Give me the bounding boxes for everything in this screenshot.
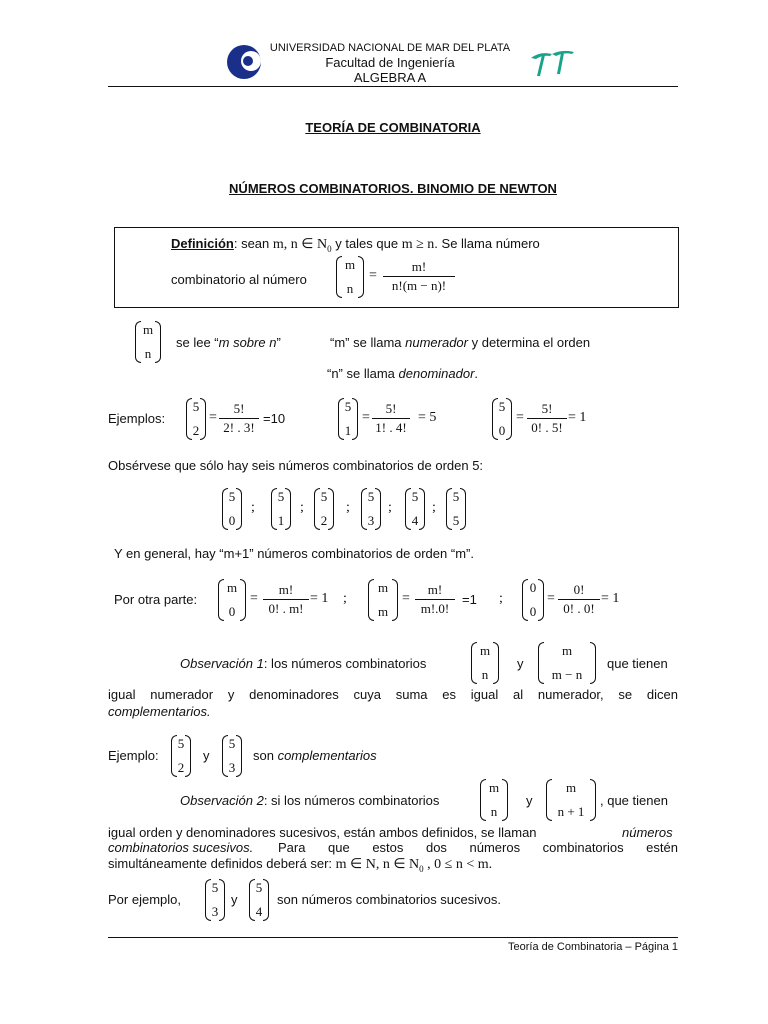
otra-2-fraction: $\frac{m!}{m!.0!}$ [415, 582, 455, 617]
example-2-result: = 5 [418, 410, 437, 425]
obs1-label: Observación 1 [180, 656, 264, 671]
ej2-binomial-2: 5 3 [222, 735, 242, 777]
main-title: TEORÍA DE COMBINATORIA [305, 120, 481, 135]
example-2-fraction: $\frac{5!}{1! . 4!}$ [372, 401, 410, 436]
obs2-end: , que tienen [600, 793, 668, 808]
six-sep-3: ; [346, 500, 350, 515]
otra-sep-2: ; [499, 591, 503, 606]
otra-3-equals: = [547, 591, 555, 606]
definition-math1-sub: 0 [327, 243, 332, 254]
m-sobre-n: m sobre n [218, 335, 277, 350]
obs1-line3: complementarios. [108, 704, 211, 719]
definition-equals: = [369, 268, 377, 283]
definition-fraction: $\frac{m!}{n!(m - n)!}$ [383, 259, 455, 294]
obs2-binomial-2: m n + 1 [546, 779, 596, 821]
otra-1-result: = 1 [310, 591, 329, 606]
definition-line1 [171, 236, 540, 254]
example-1-binomial: 5 2 [186, 398, 206, 440]
example-1-equals: = [209, 410, 217, 425]
obs1-line2: igual numerador y denominadores cuya suma es igual al numerador, se dicen [108, 687, 678, 702]
examples-label: Ejemplos: [108, 411, 166, 426]
six-sep-1: ; [251, 500, 255, 515]
otra-3-result: = 1 [601, 591, 620, 606]
faculty-name: Facultad de Ingeniería [325, 55, 455, 70]
otra-3-binomial: 0 0 [522, 579, 544, 621]
porejemplo-binomial-2: 5 4 [249, 879, 269, 921]
definition-text1: : sean [233, 236, 270, 251]
definition-math1: m, n ∈ N [272, 237, 328, 252]
example-3-result: = 1 [568, 410, 587, 425]
otra-3-fraction: $\frac{0!}{0! . 0!}$ [558, 582, 600, 617]
general-text: Y en general, hay “m+1” números combinatorios de orden “m”. [114, 546, 474, 561]
numerador-text: “m” se llama numerador y determina el orden [330, 335, 591, 350]
otra-2-result: =1 [462, 592, 477, 607]
otra-1-equals: = [250, 591, 258, 606]
ej2-text: son complementarios [253, 748, 377, 763]
course-name: ALGEBRA A [353, 70, 427, 85]
definition-label: Definición [171, 236, 234, 251]
example-1-result: =10 [263, 411, 286, 426]
definition-binomial: m n [336, 256, 364, 298]
definition-text3: . Se llama número [434, 236, 540, 251]
porejemplo-binomial-1: 5 3 [205, 879, 225, 921]
definition-math2: m ≥ n [401, 237, 435, 252]
otra-1-fraction: $\frac{m!}{0! . m!}$ [263, 582, 309, 617]
example-3-fraction: $\frac{5!}{0! . 5!}$ [527, 401, 567, 436]
obs1-binomial-1: m n [471, 642, 499, 684]
porejemplo-text: son números combinatorios sucesivos. [277, 892, 501, 907]
section-title: NÚMEROS COMBINATORIOS. BINOMIO DE NEWTON [229, 181, 557, 196]
six-binomial-3: 5 2 [314, 488, 334, 530]
obs2-text: Observación 2: si los números combinatorios [180, 793, 440, 808]
obs2-binomial-1: m n [480, 779, 508, 821]
otra-sep-1: ; [343, 591, 347, 606]
six-binomial-2: 5 1 [271, 488, 291, 530]
example-1-fraction: $\frac{5!}{2! . 3!}$ [219, 401, 259, 436]
otra-2-binomial: m m [368, 579, 398, 621]
obs2-line3a: combinatorios sucesivos. [108, 840, 254, 855]
six-binomial-4: 5 3 [361, 488, 381, 530]
obs1-end: que tienen [607, 656, 668, 671]
six-sep-5: ; [432, 500, 436, 515]
reads-binomial: m n [135, 321, 161, 363]
example-2-binomial: 5 1 [338, 398, 358, 440]
obs2-line2a: igual orden y denominadores sucesivos, están ambos definidos, se llaman [108, 825, 537, 840]
footer-text: Teoría de Combinatoria – Página 1 [508, 941, 678, 953]
otra-1-binomial: m 0 [218, 579, 246, 621]
obs2-y: y [526, 793, 533, 808]
porejemplo-label: Por ejemplo, [108, 892, 181, 907]
ej2-binomial-1: 5 2 [171, 735, 191, 777]
footer-rule [108, 937, 678, 938]
obs2-line2b: números [622, 825, 673, 840]
example-3-binomial: 5 0 [492, 398, 512, 440]
obs2-line4: simultáneamente definidos deberá ser: m ∈ N, n ∈ $N_0$ , 0 ≤ n < m. [108, 856, 493, 874]
denominador-text: “n” se llama denominador. [327, 366, 479, 381]
six-binomial-6: 5 5 [446, 488, 466, 530]
otra-2-equals: = [402, 591, 410, 606]
otra-parte-label: Por otra parte: [114, 592, 198, 607]
ej2-y: y [203, 748, 210, 763]
example-3-equals: = [516, 410, 524, 425]
definition-text2: y tales que [335, 236, 399, 251]
obs2-label: Observación 2 [180, 793, 264, 808]
obs2-line3b: Para que estos dos números combinatorios estén [278, 840, 678, 855]
six-sep-4: ; [388, 500, 392, 515]
observe-text: Obsérvese que sólo hay seis números combinatorios de orden 5: [108, 458, 484, 473]
obs1-text: Observación 1: los números combinatorios [180, 656, 427, 671]
example-2-equals: = [362, 410, 370, 425]
six-sep-2: ; [300, 500, 304, 515]
header-rule [108, 86, 678, 87]
university-name: UNIVERSIDAD NACIONAL DE MAR DEL PLATA [269, 42, 511, 54]
faculty-logo [528, 46, 578, 80]
reads-text: se lee “m sobre n” [176, 335, 281, 350]
porejemplo-y: y [231, 892, 238, 907]
six-binomial-1: 5 0 [222, 488, 242, 530]
six-binomial-5: 5 4 [405, 488, 425, 530]
ej2-label: Ejemplo: [108, 748, 159, 763]
obs1-binomial-2: m m − n [538, 642, 596, 684]
obs1-y: y [517, 656, 524, 671]
definition-line2: combinatorio al número [171, 272, 307, 287]
